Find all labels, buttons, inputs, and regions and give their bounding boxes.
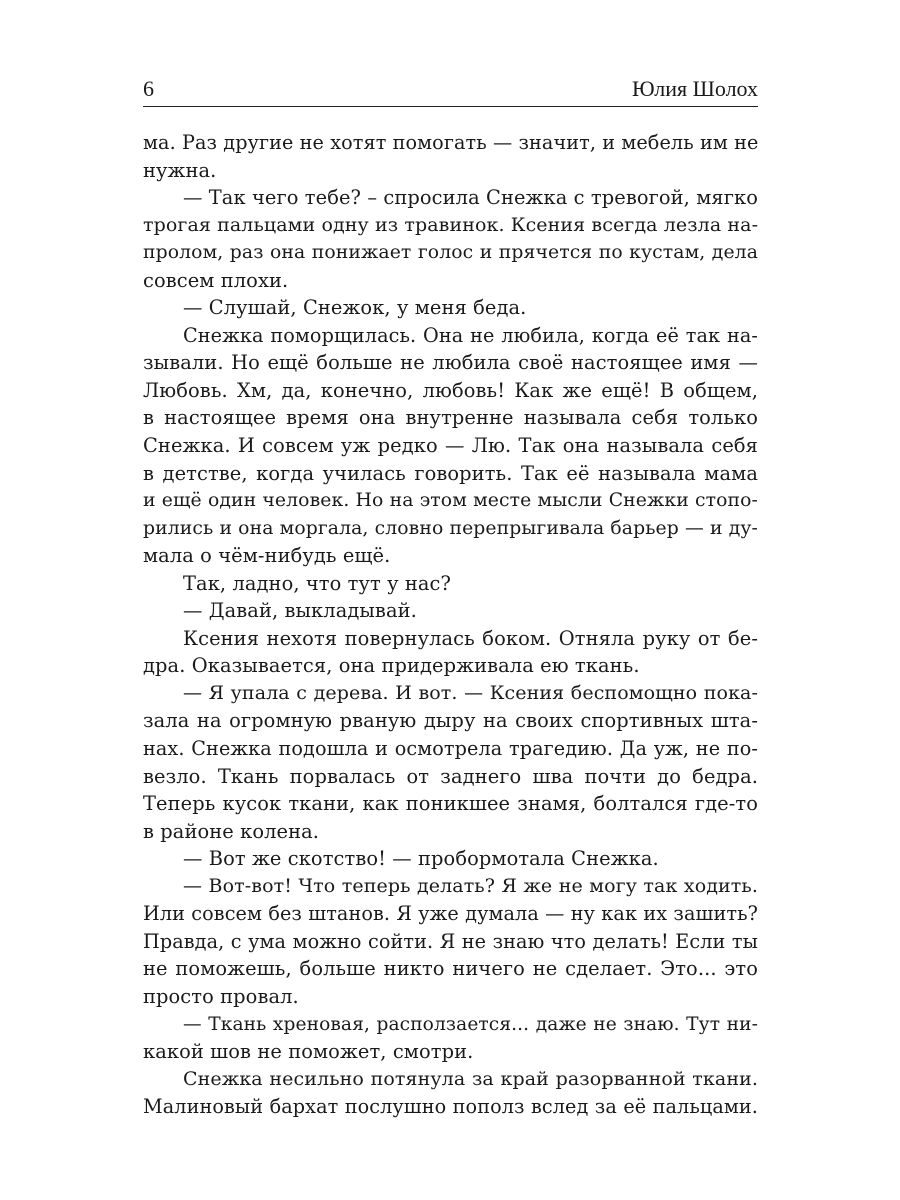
text-line: Снежка поморщилась. Она не любила, когда её так на- — [183, 323, 758, 347]
body-text — [143, 129, 758, 1121]
text-line: Любовь. Хм, да, конечно, любовь! Как же ещё! В общем, — [143, 378, 758, 402]
text-line: просто провал. — [143, 984, 299, 1008]
running-header — [143, 76, 758, 106]
text-line: нужна. — [143, 158, 217, 182]
text-line: совсем плохи. — [143, 268, 289, 292]
text-line: Малиновый бархат послушно пополз вслед за её пальцами. — [143, 1095, 758, 1119]
text-line: — Давай, выкладывай. — [183, 599, 417, 623]
text-line: в детстве, когда училась говорить. Так её называла мама — [143, 461, 758, 485]
text-line: — Так чего тебе? – спросила Снежка с тревогой, мягко — [183, 186, 758, 210]
text-line: зала на огромную рваную дыру на своих спортивных шта- — [143, 709, 758, 733]
text-line: в настоящее время она внутренне называла себя только — [143, 406, 758, 430]
text-line: — Вот же скотство! — пробормотала Снежка. — [183, 847, 659, 871]
text-line: — Вот-вот! Что теперь делать? Я же не могу так ходить. — [183, 874, 758, 897]
text-line: Правда, с ума можно сойти. Я не знаю что делать! Если ты — [143, 929, 758, 953]
text-line: Снежка. И совсем уж редко — Лю. Так она называла себя — [143, 434, 758, 458]
text-line: дра. Оказывается, она придерживала ею ткань. — [143, 654, 640, 678]
running-title-author: Юлия Шолох — [631, 76, 758, 101]
header-rule — [143, 106, 758, 107]
text-line: не поможешь, больше никто ничего не сделает. Это... это — [143, 957, 758, 981]
text-line: Теперь кусок ткани, как поникшее знамя, болтался где-то — [143, 792, 758, 816]
text-line: — Слушай, Снежок, у меня беда. — [183, 296, 527, 320]
text-line: рились и она моргала, словно перепрыгивала барьер — и ду- — [143, 517, 758, 539]
text-line: в районе колена. — [143, 819, 320, 843]
text-line: Снежка несильно потянула за край разорванной ткани. — [183, 1067, 758, 1090]
text-line: нах. Снежка подошла и осмотрела трагедию. Да уж, не по- — [143, 737, 758, 761]
text-line: какой шов не поможет, смотри. — [143, 1040, 474, 1064]
text-line: — Я упала с дерева. И вот. — Ксения беспомощно пока- — [183, 681, 758, 704]
text-line: зывали. Но ещё больше не любила своё настоящее имя — — [143, 351, 758, 375]
text-line: Так, ладно, что тут у нас? — [183, 571, 452, 595]
text-line: пролом, раз она понижает голос и прячется по кустам, дела — [143, 242, 758, 264]
text-line: — Ткань хреновая, расползается... даже не знаю. Тут ни- — [183, 1013, 758, 1035]
text-line: мала о чём-нибудь ещё. — [143, 544, 391, 568]
page-number: 6 — [143, 76, 154, 101]
text-line: и ещё один человек. Но на этом месте мысли Снежки стопо- — [143, 490, 758, 512]
text-line: трогая пальцами одну из травинок. Ксения всегда лезла на- — [143, 213, 759, 236]
text-line: ма. Раз другие не хотят помогать — значит, и мебель им не — [143, 131, 759, 154]
text-line: Ксения нехотя повернулась боком. Отняла руку от бе- — [183, 626, 758, 650]
text-line: Или совсем без штанов. Я уже думала — ну как их зашить? — [143, 902, 758, 926]
text-line: везло. Ткань порвалась от заднего шва почти до бедра. — [143, 764, 758, 788]
